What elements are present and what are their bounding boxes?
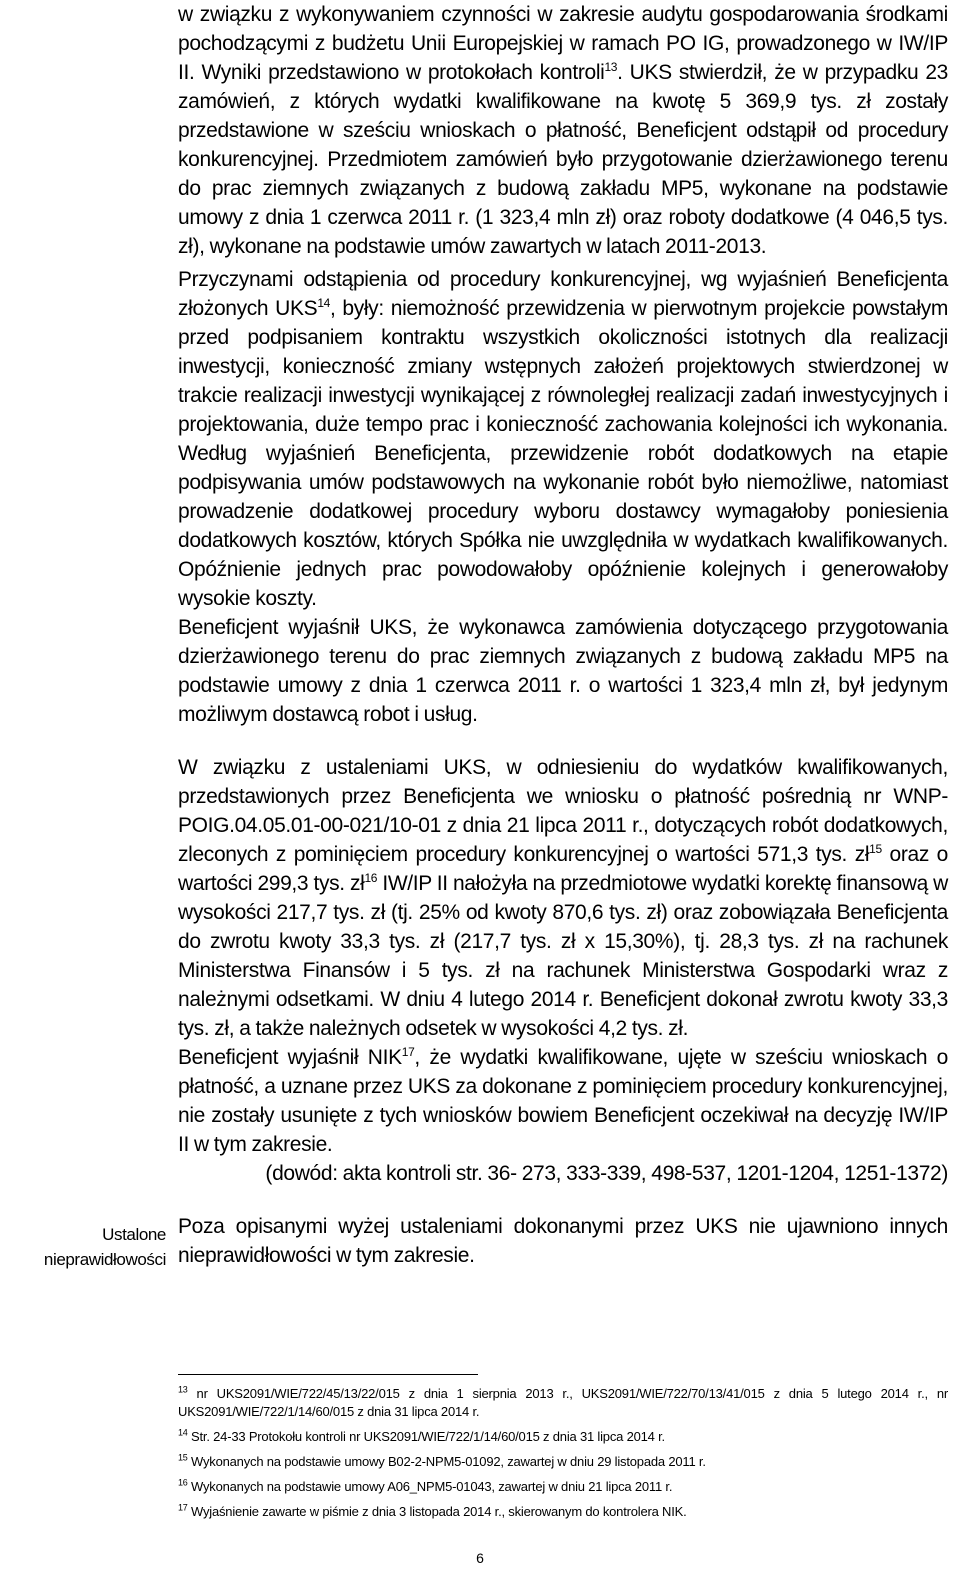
paragraph-contractor: Beneficjent wyjaśnił UKS, że wykonawca zamówienia dotyczącego przygotowania dzierżawionego terenu do prac ziemnych związanych z budową zakładu MP5 na podstawie umowy z dnia 1 czerwca 2011 r. o wartości 1 323,4 mln zł, był jedynym możliwym dostawcą robot i usług. <box>178 616 948 726</box>
paragraph-conclusion: Poza opisanymi wyżej ustaleniami dokonanymi przez UKS nie ujawniono innych nieprawidłowości w tym zakresie. <box>178 1215 948 1267</box>
footnote-ref-14[interactable]: 14 <box>317 296 330 310</box>
footnote-ref-17[interactable]: 17 <box>401 1045 415 1059</box>
footnote-13: $^{13}$ nr UKS2091/WIE/722/45/13/22/015 z dnia 1 sierpnia 2013 r., UKS2091/WIE/722/70/13/41/015 z dnia 5 lutego 2014 r., nr UKS2091/WIE/722/1/14/60/015 z dnia 31 lipca 2014 r. <box>178 1384 948 1419</box>
paragraph-reasons: Przyczynami odstąpienia od procedury konkurencyjnej, wg wyjaśnień Beneficjenta złożonych UKS$^{14}$, były: niemożność przewidzenia w pierwotnym projekcie powstałym przed podpisaniem kontraktu wszystkich okoliczności istotnych dla realizacji inwestycji, konieczność zmiany wstępnych założeń projektowych stwierdzonej w trakcie realizacji inwestycji wynikającej z równoległej realizacji zadań inwestycyjnych i projektowania, duże tempo prac i konieczność zachowania kolejności ich wykonania. Według wyjaśnień Beneficjenta, przewidzenie robót dodatkowych na etapie podpisywania umów podstawowych na wykonanie robót było niemożliwe, natomiast prowadzenie dodatkowej procedury wyboru dostawcy wymagałoby poniesienia dodatkowych kosztów, których Spółka nie uwzględniła w wydatkach kwalifikowanych. Opóźnienie jednych prac powodowałoby opóźnienie kolejnych i generowałoby wysokie koszty. <box>178 268 948 610</box>
footnotes <box>178 1385 948 1528</box>
footnote-ref-15[interactable]: 15 <box>869 842 882 856</box>
sidebar-section-label: Ustalone nieprawidłowości <box>43 1225 166 1269</box>
footnote-ref-13[interactable]: 13 <box>604 60 618 74</box>
evidence-reference: (dowód: akta kontroli str. 36- 273, 333-339, 498-537, 1201-1204, 1251-1372) <box>265 1162 948 1185</box>
footnote-14: $^{14}$ Str. 24-33 Protokołu kontroli nr UKS2091/WIE/722/1/14/60/015 z dnia 31 lipca 2014 r. <box>178 1427 665 1444</box>
footnote-separator <box>178 1374 478 1375</box>
footnote-16: $^{16}$ Wykonanych na podstawie umowy A06_NPM5-01043, zawartej w dniu 21 lipca 2011 r. <box>178 1477 673 1494</box>
page-number: 6 <box>476 1550 484 1566</box>
main-text-column <box>178 0 948 1270</box>
footnote-17: $^{17}$ Wyjaśnienie zawarte w piśmie z dnia 3 listopada 2014 r., skierowanym do kontrolera NIK. <box>178 1502 687 1519</box>
paragraph-nik-explanation: Beneficjent wyjaśnił NIK$^{17}$, że wydatki kwalifikowane, ujęte w sześciu wnioskach o płatność, a uznane przez UKS za dokonane z pominięciem procedury konkurencyjnej, nie zostały usunięte z tych wniosków bowiem Beneficjent oczekiwał na decyzję IW/IP II w tym zakresie. <box>178 1045 948 1156</box>
paragraph-financial-correction: W związku z ustaleniami UKS, w odniesieniu do wydatków kwalifikowanych, przedstawionych przez Beneficjenta we wniosku o płatność pośrednią nr WNP-POIG.04.05.01-00-021/10-01 z dnia 21 lipca 2011 r., dotyczących robót dodatkowych, zleconych z pominięciem procedury konkurencyjnej o wartości 571,3 tys. $zł^{15}$ oraz o wartości 299,3 tys. $zł^{16}$ IW/IP II nałożyła na przedmiotowe wydatki korektę finansową w wysokości 217,7 tys. zł (tj. 25% od kwoty 870,6 tys. zł) oraz zobowiązała Beneficjenta do zwrotu kwoty 33,3 tys. zł (217,7 tys. zł x 15,30%), tj. 28,3 tys. zł na rachunek Ministerstwa Finansów i 5 tys. zł na rachunek Ministerstwa Gospodarki wraz z należnymi odsetkami. W dniu 4 lutego 2014 r. Beneficjent dokonał zwrotu kwoty 33,3 tys. zł, a także należnych odsetek w wysokości 4,2 tys. zł. <box>178 756 949 1040</box>
footnote-15: $^{15}$ Wykonanych na podstawie umowy B02-2-NPM5-01092, zawartej w dniu 29 listopada 2011 r. <box>178 1452 706 1469</box>
footnote-ref-16[interactable]: 16 <box>364 871 378 885</box>
paragraph-audit-findings: w związku z wykonywaniem czynności w zakresie audytu gospodarowania środkami pochodzącymi z budżetu Unii Europejskiej w ramach PO IG, prowadzonego w IW/IP II. Wyniki przedstawiono w protokołach kontroli$^{13}$. UKS stwierdził, że w przypadku 23 zamówień, z których wydatki kwalifikowane na kwotę 5 369,9 tys. zł zostały przedstawione w sześciu wnioskach o płatność, Beneficjent odstąpił od procedury konkurencyjnej. Przedmiotem zamówień było przygotowanie dzierżawionego terenu do prac ziemnych związanych z budową zakładu MP5, wykonane na podstawie umowy z dnia 1 czerwca 2011 r. (1 323,4 mln zł) oraz roboty dodatkowe (4 046,5 tys. zł), wykonane na podstawie umów zawartych w latach 2011-2013. <box>178 3 949 258</box>
